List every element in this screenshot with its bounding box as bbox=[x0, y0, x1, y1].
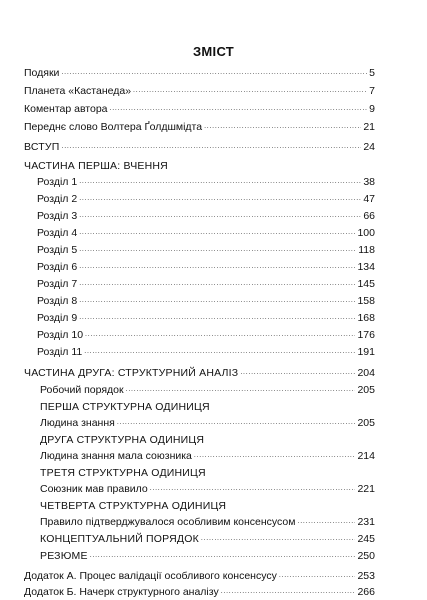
toc-entry-text: Додаток Б. Начерк структурного аналізу bbox=[24, 586, 219, 598]
dot-leader bbox=[221, 583, 356, 599]
toc-entry-text: Додаток А. Процес валідації особливого консенсусу bbox=[24, 570, 277, 582]
dot-leader bbox=[79, 224, 355, 240]
toc-entry-page: 191 bbox=[357, 346, 375, 358]
toc-entry-page: 158 bbox=[357, 295, 375, 307]
toc-entry-chapter-6[interactable] bbox=[37, 260, 375, 274]
dot-leader bbox=[117, 414, 356, 430]
toc-entry-page: 168 bbox=[357, 312, 375, 324]
dot-leader bbox=[85, 326, 355, 342]
toc-entry-page: 250 bbox=[357, 550, 375, 562]
toc-entry-text: Розділ 10 bbox=[37, 329, 84, 341]
toc-entry-chapter-1[interactable] bbox=[37, 175, 375, 189]
toc-entry-chapter-9[interactable] bbox=[37, 311, 375, 325]
toc-entry-text: Подяки bbox=[24, 67, 60, 79]
dot-leader bbox=[79, 309, 355, 325]
toc-entry-text: Планета «Кастанеда» bbox=[24, 85, 132, 97]
toc-entry-appendix-a[interactable] bbox=[24, 569, 375, 583]
toc-entry-page: 145 bbox=[357, 278, 375, 290]
dot-leader bbox=[110, 100, 368, 116]
toc-entry-page: 21 bbox=[363, 121, 375, 133]
toc-entry-text: Союзник мав правило bbox=[40, 483, 148, 495]
toc-entry-planet-castaneda[interactable] bbox=[24, 84, 375, 98]
toc-entry-chapter-8[interactable] bbox=[37, 294, 375, 308]
toc-entry-text: ЧАСТИНА ДРУГА: СТРУКТУРНИЙ АНАЛІЗ bbox=[24, 367, 239, 379]
page-title: ЗМІСТ bbox=[192, 44, 235, 59]
toc-entry-page: 118 bbox=[358, 244, 375, 256]
toc-entry-page: 66 bbox=[363, 210, 375, 222]
dot-leader bbox=[204, 118, 361, 134]
toc-entry-text: Розділ 8 bbox=[37, 295, 78, 307]
toc-entry-working-order[interactable] bbox=[40, 383, 375, 397]
toc-entry-chapter-10[interactable] bbox=[37, 328, 375, 342]
toc-entry-page: 204 bbox=[357, 367, 375, 379]
dot-leader bbox=[79, 207, 361, 223]
toc-entry-page: 100 bbox=[357, 227, 375, 239]
dot-leader bbox=[298, 513, 356, 529]
toc-entry-introduction[interactable] bbox=[24, 140, 375, 154]
toc-entry-appendix-b[interactable] bbox=[24, 585, 375, 599]
dot-leader bbox=[62, 138, 362, 154]
dot-leader bbox=[79, 275, 355, 291]
toc-entry-page: 231 bbox=[357, 516, 375, 528]
toc-entry-text: Розділ 1 bbox=[37, 176, 78, 188]
toc-entry-page: 266 bbox=[357, 586, 375, 598]
part-one-heading: ЧАСТИНА ПЕРША: ВЧЕННЯ bbox=[24, 160, 168, 172]
toc-entry-page: 9 bbox=[369, 103, 375, 115]
toc-entry-page: 5 bbox=[369, 67, 375, 79]
toc-entry-summary[interactable] bbox=[40, 549, 375, 563]
unit-four-heading: ЧЕТВЕРТА СТРУКТУРНА ОДИНИЦЯ bbox=[40, 500, 227, 512]
dot-leader bbox=[90, 547, 356, 563]
dot-leader bbox=[240, 364, 355, 380]
dot-leader bbox=[79, 190, 361, 206]
toc-entry-text: Розділ 2 bbox=[37, 193, 78, 205]
toc-entry-unit-three[interactable] bbox=[40, 482, 375, 496]
toc-entry-text: РЕЗЮМЕ bbox=[40, 550, 88, 562]
toc-entry-page: 253 bbox=[357, 570, 375, 582]
toc-entry-text: Людина знання мала союзника bbox=[40, 450, 192, 462]
toc-entry-unit-one[interactable] bbox=[40, 416, 375, 430]
toc-entry-page: 38 bbox=[363, 176, 375, 188]
toc-entry-text: Правило підтверджувалося особливим консенсусом bbox=[40, 516, 296, 528]
dot-leader bbox=[133, 82, 367, 98]
toc-entry-text: Розділ 5 bbox=[37, 244, 78, 256]
dot-leader bbox=[279, 567, 356, 583]
unit-one-heading: ПЕРША СТРУКТУРНА ОДИНИЦЯ bbox=[40, 401, 210, 413]
toc-entry-page: 134 bbox=[357, 261, 375, 273]
toc-entry-chapter-11[interactable] bbox=[37, 345, 375, 359]
toc-entry-text: Коментар автора bbox=[24, 103, 108, 115]
toc-entry-text: Розділ 9 bbox=[37, 312, 78, 324]
toc-entry-acknowledgements[interactable] bbox=[24, 66, 375, 80]
toc-entry-part-two[interactable] bbox=[24, 366, 375, 380]
toc-entry-page: 221 bbox=[357, 483, 375, 495]
toc-entry-chapter-4[interactable] bbox=[37, 226, 375, 240]
toc-entry-text: Розділ 3 bbox=[37, 210, 78, 222]
toc-entry-text: Робочий порядок bbox=[40, 384, 124, 396]
toc-entry-page: 205 bbox=[357, 384, 375, 396]
dot-leader bbox=[79, 258, 355, 274]
dot-leader bbox=[201, 530, 356, 546]
toc-entry-foreword[interactable] bbox=[24, 120, 375, 134]
toc-entry-unit-four[interactable] bbox=[40, 515, 375, 529]
toc-entry-text: КОНЦЕПТУАЛЬНИЙ ПОРЯДОК bbox=[40, 533, 199, 545]
toc-entry-chapter-5[interactable] bbox=[37, 243, 375, 257]
unit-two-heading: ДРУГА СТРУКТУРНА ОДИНИЦЯ bbox=[40, 434, 205, 446]
dot-leader bbox=[150, 480, 356, 496]
toc-entry-text: Розділ 6 bbox=[37, 261, 78, 273]
dot-leader bbox=[79, 173, 361, 189]
toc-entry-page: 214 bbox=[357, 450, 375, 462]
toc-entry-chapter-3[interactable] bbox=[37, 209, 375, 223]
toc-entry-text: ВСТУП bbox=[24, 141, 60, 153]
toc-entry-page: 176 bbox=[357, 329, 375, 341]
toc-entry-chapter-7[interactable] bbox=[37, 277, 375, 291]
toc-entry-text: Людина знання bbox=[40, 417, 115, 429]
dot-leader bbox=[61, 64, 367, 80]
toc-entry-chapter-2[interactable] bbox=[37, 192, 375, 206]
dot-leader bbox=[84, 343, 355, 359]
toc-entry-text: Розділ 4 bbox=[37, 227, 78, 239]
toc-entry-page: 24 bbox=[363, 141, 375, 153]
toc-entry-unit-two[interactable] bbox=[40, 449, 375, 463]
toc-entry-conceptual-order[interactable] bbox=[40, 532, 375, 546]
toc-entry-page: 245 bbox=[357, 533, 375, 545]
dot-leader bbox=[194, 447, 356, 463]
unit-three-heading: ТРЕТЯ СТРУКТУРНА ОДИНИЦЯ bbox=[40, 467, 206, 479]
dot-leader bbox=[126, 381, 356, 397]
toc-entry-page: 47 bbox=[363, 193, 375, 205]
toc-entry-text: Розділ 11 bbox=[37, 346, 83, 358]
toc-entry-page: 205 bbox=[357, 417, 375, 429]
toc-entry-page: 7 bbox=[369, 85, 375, 97]
toc-entry-author-commentary[interactable] bbox=[24, 102, 375, 116]
dot-leader bbox=[79, 241, 356, 257]
dot-leader bbox=[79, 292, 355, 308]
toc-entry-text: Переднє слово Волтера Ґолдшмідта bbox=[24, 121, 203, 133]
toc-entry-text: Розділ 7 bbox=[37, 278, 78, 290]
